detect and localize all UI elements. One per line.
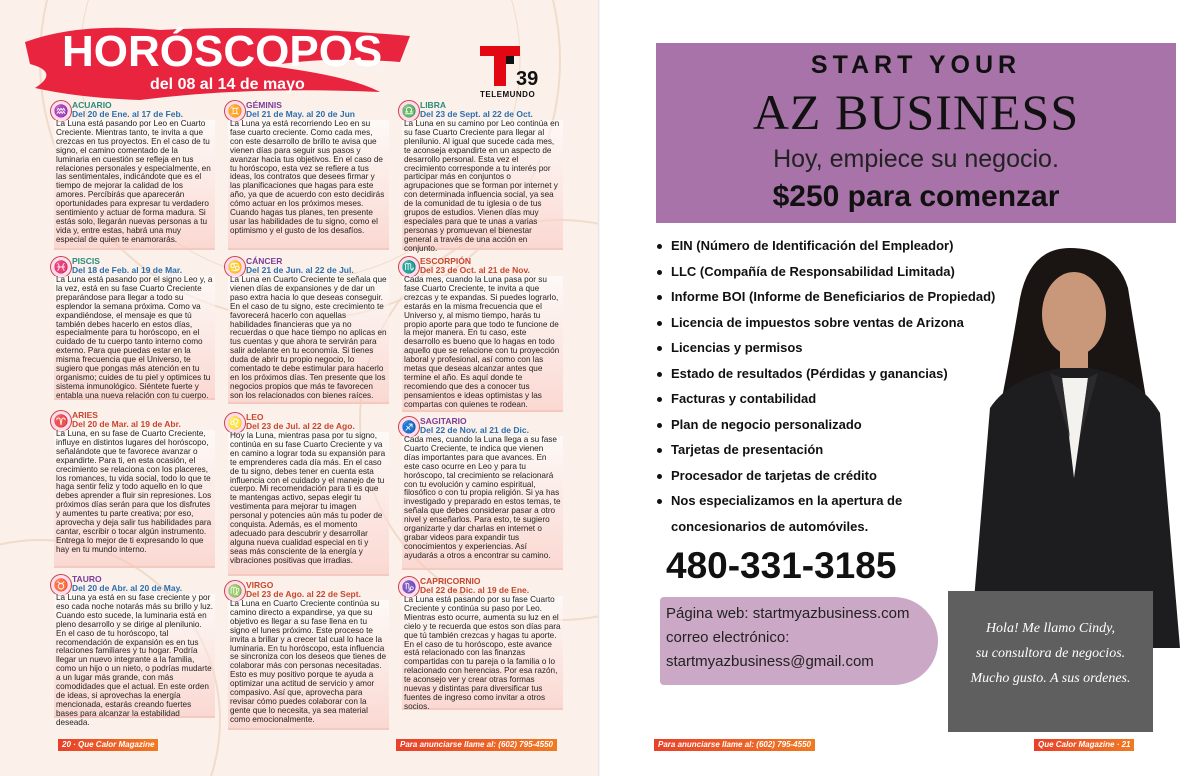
email-address: startmyazbusiness@gmail.com [666, 653, 874, 670]
sign-piscis [50, 256, 215, 400]
sign-text: La Luna en Cuarto Creciente continúa su camino directo a expandirse, ya que su objetivo es llegar a su fase llena en tu signo el lunes próximo. Este proceso te invita a brillar y a crecer tal cual lo hace la luminaria. En tu horóscopo, esta influencia se sincroniza con los deseos que tienes de colaborar más con personas necesitadas. Esto es muy positivo porque te ayuda a optimizar una actitud de servicio y amor compasivo. Así que, aprovecha para revisar cómo puedes colaborar con la gente que lo necesita, ya sea material como emocionalmente. [228, 600, 389, 730]
bullet-icon [657, 270, 662, 275]
sagittarius-icon: ♐ [398, 416, 420, 438]
sign-capricornio [398, 576, 563, 710]
sign-name: LIBRA [420, 100, 446, 110]
contact-box [660, 597, 938, 685]
leo-icon: ♌ [224, 412, 246, 434]
service-item: Facturas y contabilidad [655, 390, 1035, 416]
sign-name: SAGITARIO [420, 416, 467, 426]
date-range: del 08 al 14 de mayo [150, 76, 305, 93]
consultant-photo [950, 228, 1198, 648]
sign-text: La Luna ya está recorriendo Leo en su fase cuarto creciente. Como cada mes, con este desarrollo de brillo te avisa que vienen días para seguir sus pasos y avanzar hacia tus objetivos. En el caso de tu horóscopo, esta vez se refiere a tus ideas, los contratos que desees firmar y las planificaciones que hagas para este año, ya que de acuerdo con esto decidirás cómo actuar en los próximos meses. Cuando hagas tus planes, ten presente usar las habilidades de tu signo, como el optimismo y el gusto de los desafíos. [228, 120, 389, 250]
sign-text: La Luna está pasando por el signo Leo y, a la vez, está en su fase Cuarto Creciente preparándose para llegar a todo su esplendor la semana próxima. Como va expandiéndose, el mensaje es que tú también debes hacerlo en estos días, especialmente para tu horóscopo, en el cuidado de tu cuerpo tanto interno como externo. Para que puedas estar en la misma frecuencia que el Universo, te sugiero que pongas más atención en tu organismo; cuides de tu piel y optimices tu sistema inmunológico. Siéntete fuerte y entabla una nueva relación con tu cuerpo. [54, 276, 215, 400]
horoscope-column-2 [224, 100, 389, 732]
service-item: Nos especializamos en la apertura de [655, 492, 1035, 518]
footer-page-tag: Que Calor Magazine · 21 [1034, 739, 1134, 751]
sign-tauro [50, 574, 215, 727]
sign-date-range: Del 23 de Jul. al 22 de Ago. [246, 421, 355, 431]
website-text: Página web: startmyazbusiness.com [666, 605, 910, 622]
sign-date-range: Del 22 de Dic. al 19 de Ene. [420, 585, 530, 595]
sign-name: LEO [246, 412, 264, 422]
magazine-name: Que Calor Magazine [78, 740, 155, 749]
caption-box [948, 591, 1153, 732]
service-item: EIN (Número de Identificación del Empleador) [655, 237, 1035, 263]
bullet-icon [657, 321, 662, 326]
sign-text: Cada mes, cuando la Luna pasa por su fase Cuarto Creciente, te invita a que crezcas y te expandas. Si puedes lograrlo, estarás en la misma frecuencia que el Universo y, al mismo tiempo, harás tu propio aporte para que todo te funcione de la mejor manera. En tu caso, este desarrollo es bueno que lo hagas en todo aquello que se relacione con tu proyección laboral y profesional, así como con las metas que deseas alcanzar antes que termine el año. Es aquí donde te recomiendo que des a conocer tus pensamientos e ideas optimistas y las compartas con quienes te rodean. [402, 276, 563, 412]
capricorn-icon: ♑ [398, 576, 420, 598]
footer-ad-tag: Para anunciarse llame al: (602) 795-4550 [396, 739, 557, 751]
phone-number: 480-331-3185 [666, 545, 897, 586]
virgo-icon: ♍ [224, 580, 246, 602]
sign-name: TAURO [72, 574, 102, 584]
sign-date-range: Del 21 de Jun. al 22 de Jul. [246, 265, 354, 275]
sign-text: Hoy la Luna, mientras pasa por tu signo, continúa en su fase Cuarto Creciente y va en camino a lograr toda su expansión para te emprenderes cada día más. En el caso de tu signo, debes tener en cuenta esta influencia con el cuidado y el manejo de tu cuerpo. Mi recomendación para ti es que te mantengas activo, sepas elegir tu vestimenta para mejorar tu imagen personal y potencies aún más tu poder de conquista. Además, es el momento adecuado para descubrir y desarrollar alguna nueva cualidad especial en ti y seas más consciente de la energía y vibraciones positivas que irradias. [228, 432, 389, 576]
channel-brand: TELEMUNDO [480, 90, 536, 99]
sign-date-range: Del 18 de Feb. al 19 de Mar. [72, 265, 183, 275]
sign-name: VIRGO [246, 580, 274, 590]
horoscope-column-3 [398, 100, 563, 712]
footer-page-tag: 20 · Que Calor Magazine [58, 739, 158, 751]
ad-banner [656, 43, 1176, 223]
sign-name: CAPRICORNIO [420, 576, 481, 586]
banner-price: $250 para comenzar [772, 180, 1060, 213]
service-item-continued: concesionarios de automóviles. [671, 518, 869, 534]
page-title: HORÓSCOPOS [62, 27, 383, 76]
banner-subtitle: Hoy, empiece su negocio. [773, 145, 1059, 173]
sign-name: ACUARIO [72, 100, 112, 110]
bullet-icon [657, 448, 662, 453]
page-number: 20 [62, 740, 71, 749]
caption-line-1: Hola! Me llamo Cindy, [985, 621, 1116, 636]
telemundo-t-icon [480, 46, 520, 86]
sign-cancer [224, 256, 389, 404]
sign-date-range: Del 21 de May. al 20 de Jun [246, 109, 355, 119]
sign-name: CÁNCER [246, 256, 283, 266]
sign-geminis [224, 100, 389, 250]
sign-date-range: Del 23 de Oct. al 21 de Nov. [420, 265, 530, 275]
email-label: correo electrónico: [666, 629, 790, 646]
banner-headline: AZ BUSINESS [752, 84, 1080, 140]
sign-escorpion [398, 256, 563, 412]
sign-name: ESCORPIÓN [420, 256, 472, 266]
aries-icon: ♈ [50, 410, 72, 432]
sign-text: La Luna en su camino por Leo continúa en su fase Cuarto Creciente para llegar al plenilunio. Al igual que sucede cada mes, te aconseja expandirte en un aspecto de desarrollo personal. Esta vez el crecimiento corresponde a tu interés por participar más en conjuntos o agrupaciones que se forman por internet y con determinada influencia social, ya sea de la comunidad de tu iglesia o de tus grupos de estudios. Vienen días muy especiales para que te unas a varias personas y promuevan el bienestar general a través de una acción en conjunto. [402, 120, 563, 250]
sign-text: Cada mes, cuando la Luna llega a su fase Cuarto Creciente, te indica que vienen días importantes para que avances. En este caso ocurre en Leo y para tu horóscopo, tal crecimiento se relacionará con tu evolución y camino espiritual, filosófico o con tu propia religión. Si ya has investigado y preparado en estos temas, te señala que debes considerar pasar a otro nivel y enseñarlos. Para esto, te sugiero organizarte y dar charlas en internet o grabar videos para expandir tus conocimientos y experiencias. Así ayudarás a otros a encontrar su camino. [402, 436, 563, 570]
footer-ad-tag: Para anunciarse llame al: (602) 795-4550 [654, 739, 815, 751]
bullet-icon [657, 499, 662, 504]
aquarius-icon: ♒ [50, 100, 72, 122]
telemundo-logo [480, 46, 550, 104]
sign-date-range: Del 22 de Nov. al 21 de Dic. [420, 425, 529, 435]
service-item: Licencias y permisos [655, 339, 1035, 365]
bullet-icon [657, 474, 662, 479]
sign-date-range: Del 23 de Ago. al 22 de Sept. [246, 589, 361, 599]
business-ad-page [600, 0, 1200, 776]
sign-name: GÉMINIS [246, 100, 282, 110]
service-item: Licencia de impuestos sobre ventas de Arizona [655, 314, 1035, 340]
magazine-name: Que Calor Magazine [1038, 740, 1115, 749]
libra-icon: ♎ [398, 100, 420, 122]
sign-aries [50, 410, 215, 568]
bullet-icon [657, 295, 662, 300]
sign-text: La Luna está pasando por su fase Cuarto Creciente y continúa su paso por Leo. Mientras esto ocurre, aumenta su luz en el cielo y te recuerda que estos son días para que tú también crezcas y hagas tu aporte. En el caso de tu horóscopo, este avance está relacionado con las finanzas compartidas con tu pareja o la familia o lo relacionado con herencias. Por esa razón, te aconsejo ver y crear otras formas nuevas y distintas para diversificar tus fuentes de ingreso como invitar a otros socios. [402, 596, 563, 710]
sign-text: La Luna ya está en su fase creciente y por eso cada noche notarás más su brillo y luz. Cuando esto sucede, la luminaria está en pleno desarrollo y se dirige al plenilunio. En el caso de tu horóscopo, tal recomendación de expansión es en tus relaciones familiares y tu hogar. Podría llegar un nuevo integrante a la familia, como un hijo o un nieto, o podrías mudarte a un lugar más grande, con más comodidades que el actual. En este orden de ideas, si aprovechas la energía mencionada, estarás creando fuertes bases para alcanzar la estabilidad deseada. [56, 593, 214, 727]
sign-acuario [50, 100, 215, 250]
service-item: Estado de resultados (Pérdidas y ganancias) [655, 365, 1035, 391]
sign-leo [224, 412, 389, 576]
sign-virgo [224, 580, 389, 730]
sign-text: La Luna, en su fase de Cuarto Creciente, influye en distintos lugares del horóscopo, señalándote que te favorece avanzar o expandirte. Para ti, en esta ocasión, el crecimiento se relaciona con los placeres, los romances, tu vida social, todo lo que te haga sentir feliz y todo aquello en lo que debes aprender a fluir sin represiones. Los próximos días serán para que los disfrutes y aumentes tu parte creativa; por eso, aprovecha y deja salir tus habilidades para cantar, escribir o tocar algún instrumento. Entrega lo mejor de ti expresando lo que hay en tu mundo interno. [54, 430, 215, 568]
service-item: Plan de negocio personalizado [655, 416, 1035, 442]
sign-name: ARIES [72, 410, 98, 420]
taurus-icon: ♉ [50, 574, 72, 596]
bullet-icon [657, 372, 662, 377]
horoscope-column-1 [50, 100, 215, 727]
service-item: LLC (Compañía de Responsabilidad Limitada) [655, 263, 1035, 289]
channel-number: 39 [516, 68, 539, 90]
sign-text: La Luna está pasando por Leo en Cuarto Creciente. Mientras tanto, te invita a que crezcas en tus proyectos. En el caso de tu signo, el camino comentado de la luminaria en cuestión se refleja en tus relaciones personales y especialmente, en las sentimentales, indicándote que es el tiempo de mejorar la calidad de los amores. Percíbirás que aparecerán oportunidades para expresar tu verdadero sentimiento y actuar de forma madura. Si estás solo, llegarán nuevas personas a tu vida y, entre estas, habrá una muy especial de quien te enamorarás. [54, 120, 215, 250]
banner-line-1: START YOUR [810, 51, 1022, 79]
page-number: 21 [1121, 740, 1131, 749]
sign-date-range: Del 20 de Abr. al 20 de May. [72, 583, 183, 593]
sign-libra [398, 100, 563, 253]
scorpio-icon: ♏ [398, 256, 420, 278]
sign-text: La Luna en Cuarto Creciente te señala que vienen días de expansiones y de dar un paso extra hacia lo que deseas conseguir. En el caso de tu signo, este crecimiento te favorecerá hacerlo con aquellas habilidades financieras que ya no recuerdas o que hace tiempo no aplicas en tus cuentas y que ahora te servirán para salir adelante en tu economía. Si tienes duda de abrir tu propio negocio, lo comentado te debe estimular para hacerlo en los próximos días. Ten presente que los negocios propios que más te favorecen son los relacionados con bienes raíces. [228, 276, 389, 404]
sign-name: PISCIS [72, 256, 100, 266]
sign-date-range: Del 20 de Ene. al 17 de Feb. [72, 109, 184, 119]
bullet-icon [657, 346, 662, 351]
sign-date-range: Del 20 de Mar. al 19 de Abr. [72, 419, 181, 429]
pisces-icon: ♓ [50, 256, 72, 278]
bullet-icon [657, 423, 662, 428]
cancer-icon: ♋ [224, 256, 246, 278]
bullet-icon [657, 397, 662, 402]
bullet-icon [657, 244, 662, 249]
caption-line-2: su consultora de negocios. [975, 646, 1126, 661]
service-item: Procesador de tarjetas de crédito [655, 467, 1035, 493]
sign-date-range: Del 23 de Sept. al 22 de Oct. [420, 109, 533, 119]
gemini-icon: ♊ [224, 100, 246, 122]
caption-line-3: Mucho gusto. A sus ordenes. [970, 671, 1131, 686]
service-item: Informe BOI (Informe de Beneficiarios de Propiedad) [655, 288, 1035, 314]
sign-sagitario [398, 416, 563, 570]
service-item: Tarjetas de presentación [655, 441, 1035, 467]
